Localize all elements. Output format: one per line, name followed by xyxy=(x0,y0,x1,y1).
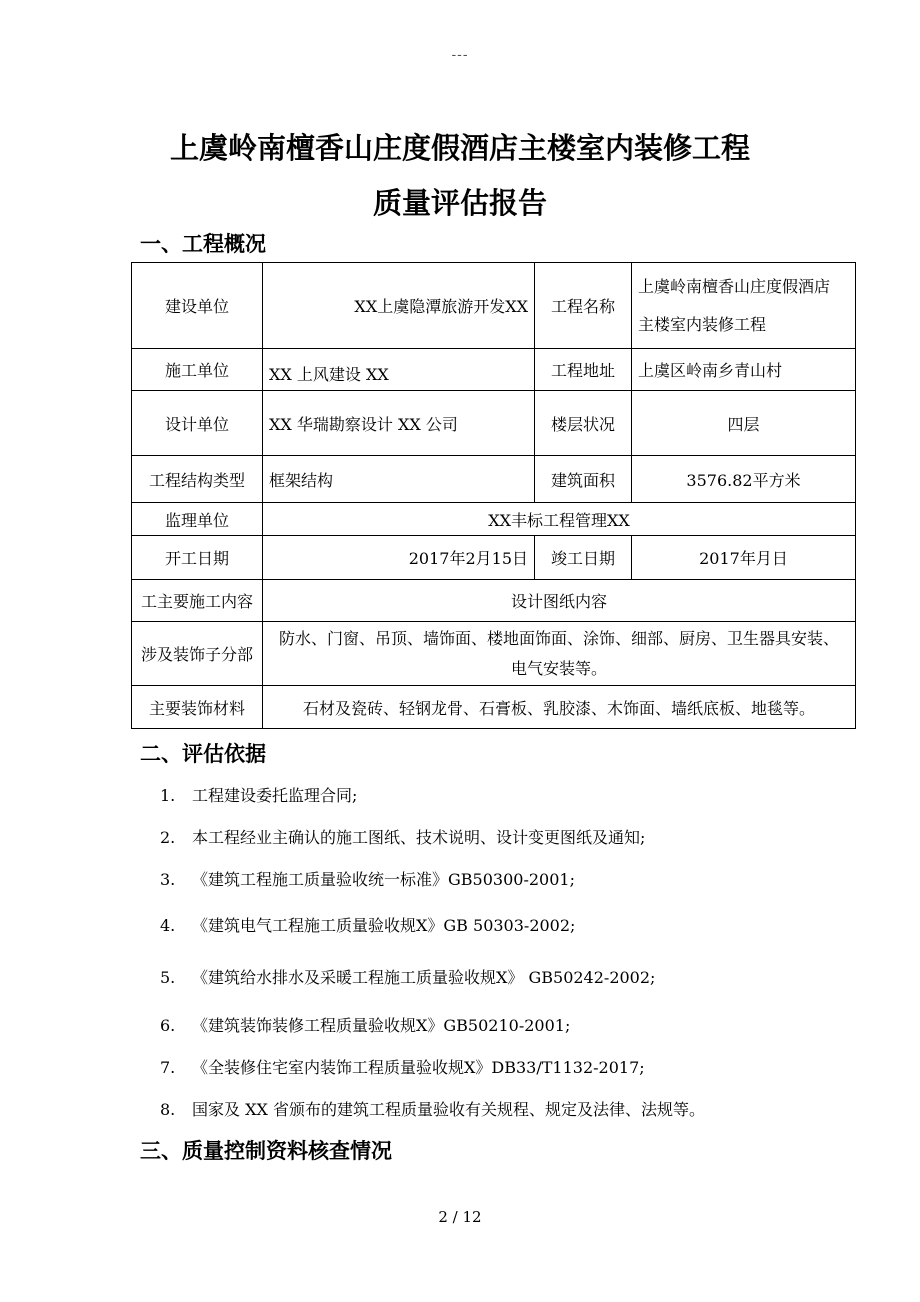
project-name-value xyxy=(632,263,856,349)
list-item xyxy=(160,965,655,988)
project-overview-table xyxy=(131,262,856,729)
list-item xyxy=(160,867,575,890)
list-item xyxy=(160,1013,570,1036)
section-heading-overview: 一、工程概况 xyxy=(140,232,266,256)
list-item-text: 工程建设委托监理合同; xyxy=(192,786,358,805)
list-item-text: 国家及 XX 省颁布的建筑工程质量验收有关规程、规定及法律、法规等。 xyxy=(192,1100,705,1119)
list-item-number: 7. xyxy=(160,1058,176,1077)
construct-unit-value: XX 上风建设 XX xyxy=(263,349,535,391)
area-label: 建筑面积 xyxy=(535,456,632,503)
sub-parts-line2: 电气安装等。 xyxy=(510,658,607,678)
list-item xyxy=(160,1097,705,1120)
list-item xyxy=(160,1055,645,1078)
build-unit-value: XX上虞隐潭旅游开发XX xyxy=(263,263,535,349)
list-item-text: 《全装修住宅室内装饰工程质量验收规X》DB33/T1132-2017; xyxy=(192,1058,645,1077)
design-unit-value: XX 华瑞勘察设计 XX 公司 xyxy=(263,391,535,456)
design-unit-label: 设计单位 xyxy=(132,391,263,456)
sub-parts-label: 涉及装饰子分部 xyxy=(132,622,263,686)
table-row xyxy=(132,349,856,391)
table-row xyxy=(132,456,856,503)
doc-title-line1: 上虞岭南檀香山庄度假酒店主楼室内装修工程 xyxy=(169,131,750,165)
list-item-text: 《建筑给水排水及采暖工程施工质量验收规X》 GB50242-2002; xyxy=(192,968,656,987)
list-item-number: 6. xyxy=(160,1016,176,1035)
table-row xyxy=(132,263,856,349)
build-unit-label: 建设单位 xyxy=(132,263,263,349)
table-row xyxy=(132,503,856,536)
table-row xyxy=(132,580,856,622)
main-content-value: 设计图纸内容 xyxy=(263,580,856,622)
section-heading-basis: 二、评估依据 xyxy=(140,742,266,766)
list-item-number: 2. xyxy=(160,828,176,847)
start-date-value: 2017年2月15日 xyxy=(263,536,535,580)
list-item-number: 4. xyxy=(160,916,176,935)
construct-unit-label: 施工单位 xyxy=(132,349,263,391)
list-item-text: 本工程经业主确认的施工图纸、技术说明、设计变更图纸及通知; xyxy=(192,828,646,847)
list-item-text: 《建筑电气工程施工质量验收规X》GB 50303-2002; xyxy=(192,916,576,935)
list-item xyxy=(160,913,575,936)
project-name-line1: 上虞岭南檀香山庄度假酒店 xyxy=(638,276,831,296)
structure-label: 工程结构类型 xyxy=(132,456,263,503)
materials-value: 石材及瓷砖、轻钢龙骨、石膏板、乳胶漆、木饰面、墙纸底板、地毯等。 xyxy=(263,686,856,729)
end-date-value: 2017年月日 xyxy=(632,536,856,580)
sub-parts-value xyxy=(263,622,856,686)
project-name-label: 工程名称 xyxy=(535,263,632,349)
list-item xyxy=(160,825,645,848)
supervise-label: 监理单位 xyxy=(132,503,263,536)
table-row xyxy=(132,536,856,580)
list-item-number: 1. xyxy=(160,786,176,805)
list-item-number: 8. xyxy=(160,1100,176,1119)
table-row xyxy=(132,391,856,456)
section-heading-quality-control: 三、质量控制资料核查情况 xyxy=(140,1139,392,1163)
list-item-number: 5. xyxy=(160,968,176,987)
structure-value: 框架结构 xyxy=(263,456,535,503)
table-row xyxy=(132,622,856,686)
doc-title-line2: 质量评估报告 xyxy=(372,186,547,220)
start-date-label: 开工日期 xyxy=(132,536,263,580)
list-item-text: 《建筑装饰装修工程质量验收规X》GB50210-2001; xyxy=(192,1016,571,1035)
floors-value: 四层 xyxy=(632,391,856,456)
list-item-text: 《建筑工程施工质量验收统一标准》GB50300-2001; xyxy=(192,870,575,889)
floors-label: 楼层状况 xyxy=(535,391,632,456)
sub-parts-line1: 防水、门窗、吊顶、墙饰面、楼地面饰面、涂饰、细部、厨房、卫生器具安装、 xyxy=(278,628,839,648)
main-content-label: 工主要施工内容 xyxy=(132,580,263,622)
page-number: 2 / 12 xyxy=(438,1208,482,1226)
supervise-value: XX丰标工程管理XX xyxy=(263,503,856,536)
materials-label: 主要装饰材料 xyxy=(132,686,263,729)
address-value: 上虞区岭南乡青山村 xyxy=(632,349,856,391)
address-label: 工程地址 xyxy=(535,349,632,391)
list-item xyxy=(160,783,357,806)
project-name-line2: 主楼室内装修工程 xyxy=(638,314,767,334)
list-item-number: 3. xyxy=(160,870,176,889)
area-value: 3576.82平方米 xyxy=(632,456,856,503)
table-row xyxy=(132,686,856,729)
header-mark: --- xyxy=(451,48,469,63)
end-date-label: 竣工日期 xyxy=(535,536,632,580)
